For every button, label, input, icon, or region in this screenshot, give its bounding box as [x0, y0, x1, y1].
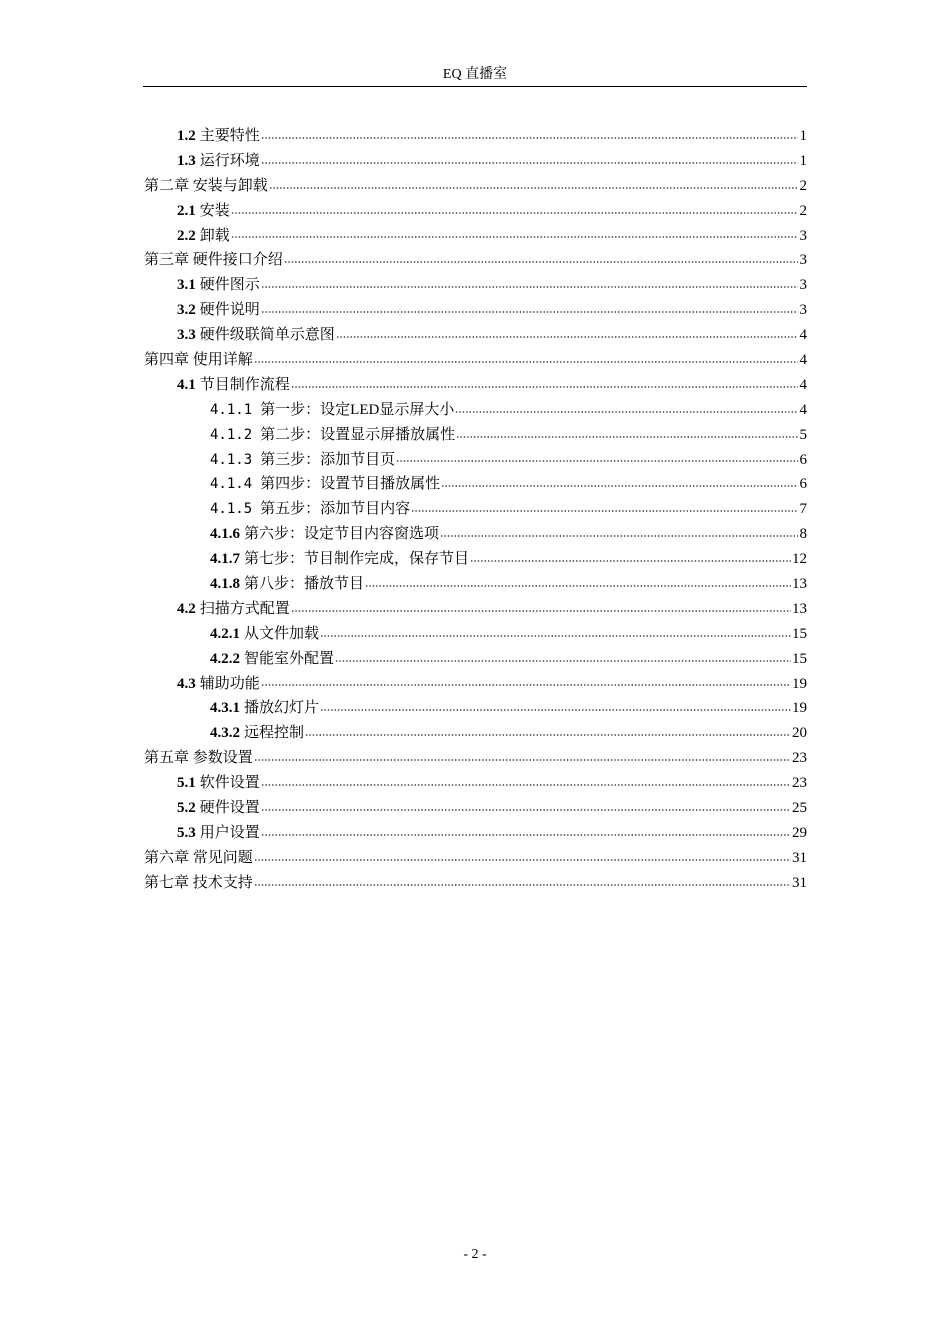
toc-entry[interactable]	[143, 497, 807, 522]
toc-entry-title: 第四步：设置节目播放属性	[260, 476, 441, 493]
toc-entry-page: 3	[799, 302, 807, 319]
dot-leader	[261, 162, 798, 164]
toc-entry-number: 4.2	[177, 600, 196, 617]
dot-leader	[456, 436, 798, 438]
toc-entry-title: 智能室外配置	[244, 650, 335, 667]
toc-entry-number: 5.2	[177, 800, 196, 817]
dot-leader	[335, 660, 791, 662]
toc-entry-number: 2.2	[177, 227, 196, 244]
toc-entry[interactable]	[143, 821, 807, 846]
toc-entry-page: 3	[799, 227, 807, 244]
header-title: EQ 直播室	[442, 67, 508, 82]
toc-entry-title: 从文件加载	[244, 625, 320, 642]
toc-entry-page: 13	[792, 576, 807, 593]
toc-entry-number: 4.1.2	[210, 426, 253, 443]
toc-entry[interactable]	[143, 771, 807, 796]
toc-entry-number: 4.2.1	[210, 625, 240, 642]
toc-entry-page: 4	[799, 376, 807, 393]
dot-leader	[441, 485, 798, 487]
toc-entry-title: 安装	[199, 202, 230, 219]
toc-entry-page: 29	[792, 824, 807, 841]
toc-entry-page: 2	[799, 202, 807, 219]
dot-leader	[455, 411, 798, 413]
toc-entry-page: 15	[792, 650, 807, 667]
toc-entry-title: 节目制作流程	[199, 376, 290, 393]
toc-entry-title: 硬件说明	[199, 302, 260, 319]
toc-entry[interactable]	[143, 846, 807, 871]
toc-entry[interactable]	[143, 448, 807, 473]
toc-entry-title: 第七章 技术支持	[144, 874, 253, 891]
dot-leader	[470, 560, 791, 562]
toc-entry-page: 2	[799, 177, 807, 194]
toc-entry[interactable]	[143, 174, 807, 199]
toc-entry[interactable]	[143, 124, 807, 149]
dot-leader	[261, 137, 798, 139]
dot-leader	[440, 535, 798, 537]
dot-leader	[231, 212, 798, 214]
toc-entry-title: 扫描方式配置	[199, 600, 290, 617]
toc-entry-number: 3.2	[177, 302, 196, 319]
toc-entry-title: 第五步：添加节目内容	[260, 501, 411, 518]
toc-entry[interactable]	[143, 522, 807, 547]
toc-entry-page: 31	[792, 874, 807, 891]
toc-entry[interactable]	[143, 423, 807, 448]
toc-entry[interactable]	[143, 597, 807, 622]
toc-entry-page: 6	[799, 451, 807, 468]
toc-entry-number: 4.3.1	[210, 700, 240, 717]
toc-entry[interactable]	[143, 647, 807, 672]
page-header	[143, 66, 807, 87]
toc-entry-title: 第五章 参数设置	[144, 750, 253, 767]
toc-entry-title: 第六步：设定节目内容窗选项	[244, 526, 440, 543]
toc-entry[interactable]	[143, 871, 807, 896]
dot-leader	[320, 709, 791, 711]
dot-leader	[261, 684, 791, 686]
toc-entry-page: 3	[799, 277, 807, 294]
toc-entry[interactable]	[143, 721, 807, 746]
toc-entry[interactable]	[143, 199, 807, 224]
toc-entry-title: 第三步：添加节目页	[260, 451, 396, 468]
toc-entry-page: 7	[799, 501, 807, 518]
toc-entry-page: 4	[799, 401, 807, 418]
toc-entry-title: 第八步：播放节目	[244, 576, 365, 593]
dot-leader	[320, 635, 791, 637]
toc-entry-number: 3.1	[177, 277, 196, 294]
toc-entry-page: 31	[792, 849, 807, 866]
toc-entry-number: 4.1.6	[210, 526, 240, 543]
toc-entry[interactable]	[143, 746, 807, 771]
dot-leader	[254, 859, 791, 861]
toc-entry-title: 软件设置	[199, 775, 260, 792]
dot-leader	[261, 784, 791, 786]
toc-entry-page: 3	[799, 252, 807, 269]
toc-entry-number: 2.1	[177, 202, 196, 219]
toc-entry-title: 播放幻灯片	[244, 700, 320, 717]
toc-entry-page: 8	[799, 526, 807, 543]
toc-entry-number: 4.2.2	[210, 650, 240, 667]
toc-entry-number: 1.2	[177, 128, 196, 144]
toc-entry-title: 硬件设置	[199, 800, 260, 817]
toc-entry[interactable]	[143, 696, 807, 721]
toc-entry-number: 5.1	[177, 775, 196, 792]
dot-leader	[261, 809, 791, 811]
dot-leader	[254, 759, 791, 761]
toc-entry-page: 15	[792, 625, 807, 642]
toc-entry-number: 4.1	[177, 376, 196, 393]
toc-entry-number: 4.1.8	[210, 576, 240, 593]
toc-entry-page: 1	[799, 128, 807, 144]
dot-leader	[269, 187, 798, 189]
dot-leader	[261, 834, 791, 836]
toc-entry-page: 25	[792, 800, 807, 817]
toc-entry[interactable]	[143, 273, 807, 298]
toc-entry-title: 第二步：设置显示屏播放属性	[260, 426, 456, 443]
toc-entry[interactable]	[143, 472, 807, 497]
toc-entry-title: 第一步：设定LED显示屏大小	[260, 401, 455, 418]
toc-entry-number: 1.3	[177, 152, 196, 169]
dot-leader	[261, 311, 798, 313]
toc-entry[interactable]	[143, 248, 807, 273]
toc-entry-title: 硬件级联简单示意图	[199, 327, 335, 344]
toc-entry-title: 第三章 硬件接口介绍	[144, 252, 283, 269]
toc-entry[interactable]	[143, 672, 807, 697]
dot-leader	[365, 585, 791, 587]
toc-entry-title: 第七步：节目制作完成，保存节目	[244, 551, 470, 568]
toc-entry[interactable]	[143, 622, 807, 647]
toc-entry-number: 4.1.4	[210, 476, 253, 493]
toc-entry-page: 5	[799, 426, 807, 443]
dot-leader	[231, 236, 798, 238]
toc-entry-title: 运行环境	[199, 152, 260, 169]
toc-entry-page: 19	[792, 700, 807, 717]
toc-entry-number: 4.1.7	[210, 551, 240, 568]
toc-entry[interactable]	[143, 348, 807, 373]
toc-entry[interactable]	[143, 224, 807, 249]
toc-entry-number: 3.3	[177, 327, 196, 344]
toc-entry-page: 20	[792, 725, 807, 742]
toc-entry-page: 4	[799, 352, 807, 369]
toc-entry-title: 第四章 使用详解	[144, 352, 253, 369]
dot-leader	[411, 510, 798, 512]
toc-entry-number: 4.1.5	[210, 501, 253, 518]
toc-entry[interactable]	[143, 547, 807, 572]
dot-leader	[254, 361, 798, 363]
toc-entry-number: 5.3	[177, 824, 196, 841]
toc-entry[interactable]	[143, 796, 807, 821]
toc-entry-page: 12	[792, 551, 807, 568]
toc-entry-page: 13	[792, 600, 807, 617]
toc-entry-page: 19	[792, 675, 807, 692]
toc-entry-number: 4.1.1	[210, 401, 253, 418]
dot-leader	[336, 336, 798, 338]
toc-entry-number: 4.3.2	[210, 725, 240, 742]
toc-entry[interactable]	[143, 572, 807, 597]
dot-leader	[396, 460, 798, 462]
toc-entry[interactable]	[143, 298, 807, 323]
dot-leader	[284, 261, 798, 263]
toc-entry[interactable]	[143, 398, 807, 423]
toc-entry-page: 1	[799, 152, 807, 169]
toc-entry-title: 主要特性	[199, 128, 260, 144]
toc-entry-number: 4.1.3	[210, 451, 253, 468]
dot-leader	[291, 610, 791, 612]
toc-entry[interactable]	[143, 323, 807, 348]
toc-entry-title: 辅助功能	[199, 675, 260, 692]
dot-leader	[291, 386, 798, 388]
toc-entry-page: 23	[792, 750, 807, 767]
page-number: - 2 -	[463, 1247, 487, 1262]
toc-entry[interactable]	[143, 149, 807, 174]
dot-leader	[305, 734, 791, 736]
toc-entry-number: 4.3	[177, 675, 196, 692]
toc-entry-title: 第二章 安装与卸载	[144, 177, 268, 194]
toc-entry-title: 卸载	[199, 227, 230, 244]
table-of-contents	[143, 124, 807, 896]
toc-entry-page: 23	[792, 775, 807, 792]
toc-entry-title: 硬件图示	[199, 277, 260, 294]
toc-entry-title: 用户设置	[199, 824, 260, 841]
toc-entry-page: 6	[799, 476, 807, 493]
toc-entry-title: 第六章 常见问题	[144, 849, 253, 866]
dot-leader	[261, 286, 798, 288]
toc-entry-page: 4	[799, 327, 807, 344]
toc-entry-title: 远程控制	[244, 725, 305, 742]
dot-leader	[254, 884, 791, 886]
toc-entry[interactable]	[143, 373, 807, 398]
